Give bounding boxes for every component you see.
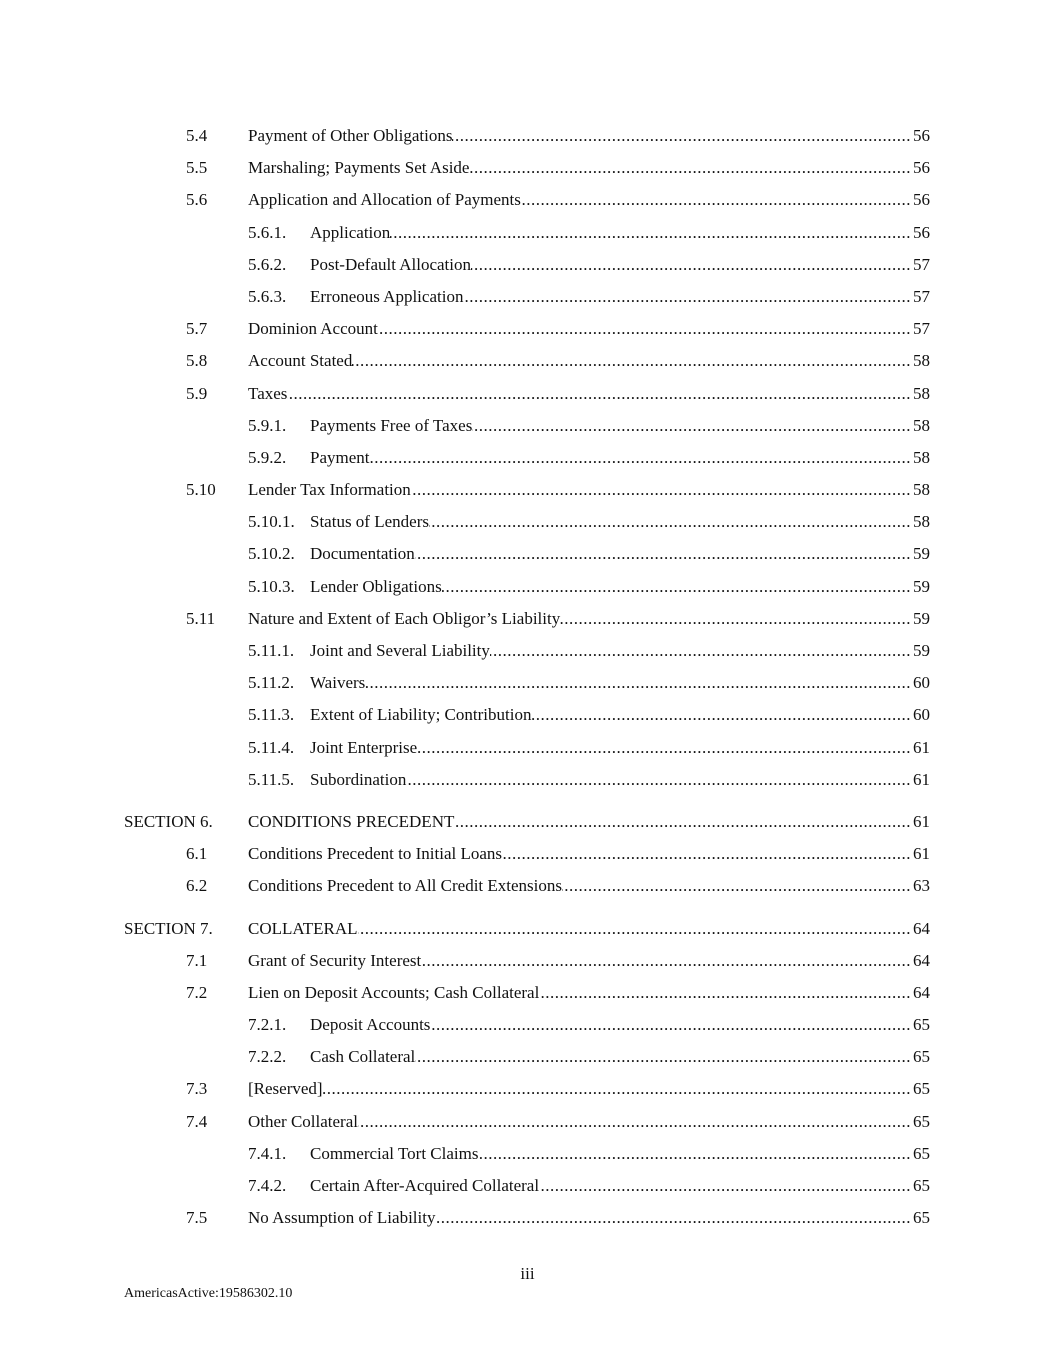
toc-entry-page: 57 xyxy=(913,286,930,306)
dot-leader xyxy=(415,1041,911,1073)
toc-entry-number: 5.9.1. xyxy=(248,415,287,435)
toc-entry-page: 56 xyxy=(913,222,930,242)
dot-leader xyxy=(435,1202,911,1234)
dot-leader xyxy=(452,120,911,152)
toc-entry[interactable] xyxy=(0,838,1055,870)
toc-entry-line xyxy=(248,184,930,216)
toc-entry-line xyxy=(310,506,930,538)
toc-entry[interactable] xyxy=(0,281,1055,313)
toc-entry-number: 7.5 xyxy=(186,1208,208,1228)
toc-entry-page: 65 xyxy=(913,1208,930,1228)
toc-entry-title[interactable]: Payment xyxy=(310,447,370,467)
toc-entry[interactable] xyxy=(0,667,1055,699)
dot-leader xyxy=(478,1138,911,1170)
toc-entry-page: 59 xyxy=(913,544,930,564)
toc-entry[interactable] xyxy=(0,603,1055,635)
dot-leader xyxy=(539,977,911,1009)
toc-entry-page: 65 xyxy=(913,1047,930,1067)
toc-entry-number: 5.11.4. xyxy=(248,737,295,757)
toc-entry-title[interactable]: Cash Collateral xyxy=(310,1047,416,1067)
toc-entry-title[interactable]: Certain After-Acquired Collateral xyxy=(310,1176,540,1195)
toc-entry-page: 61 xyxy=(913,811,930,831)
dot-leader xyxy=(531,699,911,731)
toc-entry-line xyxy=(310,538,930,570)
toc-entry-title[interactable]: Lien on Deposit Accounts; Cash Collateral xyxy=(248,982,540,1002)
toc-entry-number: 5.8 xyxy=(186,351,208,371)
toc-entry-number: 5.5 xyxy=(186,158,208,178)
toc-entry-line xyxy=(248,870,930,902)
toc-entry-number: 7.3 xyxy=(186,1079,208,1099)
toc-entry-page: 56 xyxy=(913,190,930,210)
toc-entry[interactable] xyxy=(0,1009,1055,1041)
toc-entry-title[interactable]: Conditions Precedent to Initial Loans xyxy=(248,844,503,864)
dot-leader xyxy=(406,764,911,796)
toc-entry-line xyxy=(310,635,930,667)
toc-entry-line xyxy=(248,838,930,870)
toc-entry[interactable] xyxy=(0,410,1055,442)
dot-leader xyxy=(411,474,911,506)
toc-entry-title[interactable]: Account Stated xyxy=(248,351,353,371)
toc-entry[interactable] xyxy=(0,571,1055,603)
toc-entry[interactable] xyxy=(0,506,1055,538)
toc-entry-number: 5.6.2. xyxy=(248,254,287,274)
toc-entry-number: 6.2 xyxy=(186,876,208,896)
toc-entry-number: 5.10.3. xyxy=(248,576,295,596)
toc-entry-line xyxy=(310,1138,930,1170)
toc-entry-title[interactable]: Application and Allocation of Payments xyxy=(248,190,521,210)
toc-entry-number: 7.1 xyxy=(186,950,208,970)
toc-entry-title[interactable]: CONDITIONS PRECEDENT xyxy=(248,811,455,831)
toc-entry[interactable] xyxy=(0,806,1055,838)
toc-entry-number: 5.7 xyxy=(186,319,208,339)
toc-entry-title[interactable]: Joint and Several Liability xyxy=(310,641,490,660)
toc-entry-number: 5.10.2. xyxy=(248,544,295,564)
toc-entry-title[interactable]: Conditions Precedent to All Credit Extensions xyxy=(248,876,563,896)
toc-entry-line xyxy=(248,977,930,1009)
toc-entry-title[interactable]: Marshaling; Payments Set Aside xyxy=(248,158,470,178)
toc-entry-line xyxy=(248,120,930,152)
toc-entry-number: SECTION 7. xyxy=(124,918,213,938)
toc-entry[interactable] xyxy=(0,1138,1055,1170)
toc-entry-title[interactable]: Payments Free of Taxes xyxy=(310,415,473,435)
toc-entry[interactable] xyxy=(0,732,1055,764)
toc-entry[interactable] xyxy=(0,913,1055,945)
toc-entry[interactable] xyxy=(0,635,1055,667)
toc-entry-page: 64 xyxy=(913,918,930,938)
toc-entry-line xyxy=(248,1073,930,1105)
table-of-contents xyxy=(0,120,1055,1234)
toc-entry-title[interactable]: Erroneous Application xyxy=(310,286,464,306)
dot-leader xyxy=(390,217,911,249)
toc-entry-title[interactable]: Lender Tax Information xyxy=(248,480,411,500)
toc-entry-page: 65 xyxy=(913,1176,930,1195)
toc-entry-page: 65 xyxy=(913,1015,930,1035)
toc-entry-page: 61 xyxy=(913,769,930,789)
toc-entry-page: 61 xyxy=(913,737,930,757)
toc-entry[interactable] xyxy=(0,538,1055,570)
toc-entry-line xyxy=(248,806,930,838)
toc-entry-title[interactable]: Subordination xyxy=(310,769,407,789)
toc-entry-line xyxy=(248,152,930,184)
toc-entry-number: 5.11.5. xyxy=(248,769,295,789)
toc-entry[interactable] xyxy=(0,1041,1055,1073)
toc-entry-number: 7.4 xyxy=(186,1111,208,1131)
toc-entry-page: 60 xyxy=(913,673,930,693)
toc-entry-line xyxy=(310,732,930,764)
dot-leader xyxy=(421,945,911,977)
toc-entry-number: 5.6 xyxy=(186,190,208,210)
dot-leader xyxy=(521,184,911,216)
toc-entry[interactable] xyxy=(0,977,1055,1009)
toc-entry-number: 7.4.1. xyxy=(248,1143,287,1163)
toc-entry[interactable] xyxy=(0,699,1055,731)
toc-entry-page: 59 xyxy=(913,576,930,596)
toc-entry[interactable] xyxy=(0,764,1055,796)
toc-entry-page: 65 xyxy=(913,1111,930,1131)
toc-entry-line xyxy=(310,667,930,699)
toc-entry-line xyxy=(248,313,930,345)
toc-entry-line xyxy=(248,945,930,977)
toc-entry-title[interactable]: Documentation xyxy=(310,544,415,564)
toc-entry[interactable] xyxy=(0,249,1055,281)
toc-entry-number: 5.4 xyxy=(186,126,208,145)
toc-entry-line xyxy=(310,764,930,796)
toc-entry[interactable] xyxy=(0,442,1055,474)
toc-entry-number: 5.11.1. xyxy=(248,641,295,660)
toc-entry-page: 56 xyxy=(913,158,930,178)
dot-leader xyxy=(415,538,911,570)
toc-entry-page: 58 xyxy=(913,415,930,435)
dot-leader xyxy=(358,913,911,945)
toc-entry-page: 64 xyxy=(913,950,930,970)
toc-entry-number: 5.11.2. xyxy=(248,673,295,693)
dot-leader xyxy=(472,410,911,442)
toc-entry-number: 7.2.1. xyxy=(248,1015,287,1035)
toc-entry-title[interactable]: COLLATERAL xyxy=(248,918,358,938)
toc-entry-title[interactable]: Other Collateral xyxy=(248,1111,358,1131)
dot-leader xyxy=(442,571,911,603)
toc-entry-title[interactable]: Grant of Security Interest xyxy=(248,950,422,970)
toc-entry-number: 5.6.1. xyxy=(248,222,287,242)
toc-entry-line xyxy=(248,1202,930,1234)
toc-entry-title[interactable]: Payment of Other Obligations xyxy=(248,126,453,145)
toc-entry-line xyxy=(310,1041,930,1073)
toc-entry-line xyxy=(310,442,930,474)
toc-entry-page: 63 xyxy=(913,876,930,896)
toc-entry-page: 60 xyxy=(913,705,930,725)
dot-leader xyxy=(323,1073,911,1105)
toc-entry[interactable] xyxy=(0,870,1055,902)
toc-entry-page: 65 xyxy=(913,1143,930,1163)
toc-entry-line xyxy=(310,1170,930,1202)
toc-entry-title[interactable]: Commercial Tort Claims xyxy=(310,1143,479,1163)
dot-leader xyxy=(429,506,911,538)
toc-entry[interactable] xyxy=(0,1106,1055,1138)
dot-leader xyxy=(430,1009,911,1041)
toc-entry-title[interactable]: Application xyxy=(310,222,391,242)
toc-entry-title[interactable]: Lender Obligations xyxy=(310,576,442,596)
toc-entry-title[interactable]: No Assumption of Liability xyxy=(248,1208,436,1228)
toc-entry[interactable] xyxy=(0,1073,1055,1105)
toc-entry-page: 59 xyxy=(913,608,930,628)
toc-entry-line xyxy=(310,571,930,603)
toc-entry-line xyxy=(248,378,930,410)
dot-leader xyxy=(417,732,911,764)
toc-entry[interactable] xyxy=(0,378,1055,410)
toc-entry[interactable] xyxy=(0,1202,1055,1234)
dot-leader xyxy=(378,313,911,345)
toc-entry-line xyxy=(310,217,930,249)
toc-entry-page: 58 xyxy=(913,480,930,500)
toc-entry-line xyxy=(248,603,930,635)
toc-entry-page: 56 xyxy=(913,126,930,145)
toc-entry-title[interactable]: Status of Lenders xyxy=(310,512,429,532)
toc-entry-line xyxy=(248,1106,930,1138)
toc-entry[interactable] xyxy=(0,474,1055,506)
toc-entry[interactable] xyxy=(0,152,1055,184)
toc-entry-number: 5.10.1. xyxy=(248,512,295,532)
toc-entry-page: 58 xyxy=(913,383,930,403)
dot-leader xyxy=(469,152,911,184)
toc-entry-number: SECTION 6. xyxy=(124,811,213,831)
toc-entry-page: 64 xyxy=(913,982,930,1002)
toc-entry[interactable] xyxy=(0,184,1055,216)
toc-entry-line xyxy=(248,913,930,945)
toc-entry-number: 6.1 xyxy=(186,844,208,864)
toc-entry-title[interactable]: [Reserved] xyxy=(248,1079,323,1099)
toc-entry[interactable] xyxy=(0,120,1055,152)
dot-leader xyxy=(562,870,911,902)
toc-entry-line xyxy=(310,1009,930,1041)
toc-entry-page: 61 xyxy=(913,844,930,864)
toc-entry-number: 7.2.2. xyxy=(248,1047,287,1067)
dot-leader xyxy=(463,281,911,313)
toc-entry-page: 57 xyxy=(913,319,930,339)
toc-entry-page: 65 xyxy=(913,1079,930,1099)
toc-entry-page: 59 xyxy=(913,641,930,660)
toc-entry-page: 58 xyxy=(913,351,930,371)
toc-entry-title[interactable]: Taxes xyxy=(248,383,288,403)
toc-entry-page: 58 xyxy=(913,447,930,467)
toc-entry-line xyxy=(310,281,930,313)
toc-entry-page: 57 xyxy=(913,254,930,274)
toc-entry[interactable] xyxy=(0,1170,1055,1202)
dot-leader xyxy=(358,1106,911,1138)
toc-entry-line xyxy=(310,410,930,442)
toc-entry-title[interactable]: Post-Default Allocation xyxy=(310,254,472,274)
toc-entry-number: 5.11.3. xyxy=(248,705,295,725)
toc-entry-number: 5.9 xyxy=(186,383,208,403)
dot-leader xyxy=(365,667,911,699)
dot-leader xyxy=(539,1170,911,1202)
page-number: iii xyxy=(520,1264,535,1283)
toc-entry[interactable] xyxy=(0,313,1055,345)
toc-entry-number: 7.2 xyxy=(186,982,208,1002)
toc-entry[interactable] xyxy=(0,217,1055,249)
toc-entry-title[interactable]: Deposit Accounts xyxy=(310,1015,431,1035)
toc-entry-line xyxy=(248,474,930,506)
toc-entry[interactable] xyxy=(0,345,1055,377)
toc-entry-number: 5.10 xyxy=(186,480,216,500)
dot-leader xyxy=(287,378,911,410)
toc-entry-number: 7.4.2. xyxy=(248,1176,287,1195)
dot-leader xyxy=(370,442,912,474)
document-id: AmericasActive:19586302.10 xyxy=(124,1286,293,1301)
toc-entry-title[interactable]: Waivers xyxy=(310,673,366,693)
toc-entry-number: 5.6.3. xyxy=(248,286,287,306)
toc-entry-line xyxy=(248,345,930,377)
dot-leader xyxy=(560,603,911,635)
toc-entry-title[interactable]: Nature and Extent of Each Obligor’s Liability xyxy=(248,608,561,628)
toc-entry-title[interactable]: Extent of Liability; Contribution xyxy=(310,705,532,725)
dot-leader xyxy=(490,635,911,667)
dot-leader xyxy=(471,249,911,281)
toc-entry-line xyxy=(310,249,930,281)
dot-leader xyxy=(454,806,911,838)
toc-entry-title[interactable]: Dominion Account xyxy=(248,319,378,339)
toc-entry-page: 58 xyxy=(913,512,930,532)
toc-entry-title[interactable]: Joint Enterprise xyxy=(310,737,418,757)
toc-entry-number: 5.11 xyxy=(186,608,216,628)
toc-entry[interactable] xyxy=(0,945,1055,977)
dot-leader xyxy=(502,838,911,870)
toc-entry-number: 5.9.2. xyxy=(248,447,287,467)
toc-entry-line xyxy=(310,699,930,731)
dot-leader xyxy=(352,345,911,377)
